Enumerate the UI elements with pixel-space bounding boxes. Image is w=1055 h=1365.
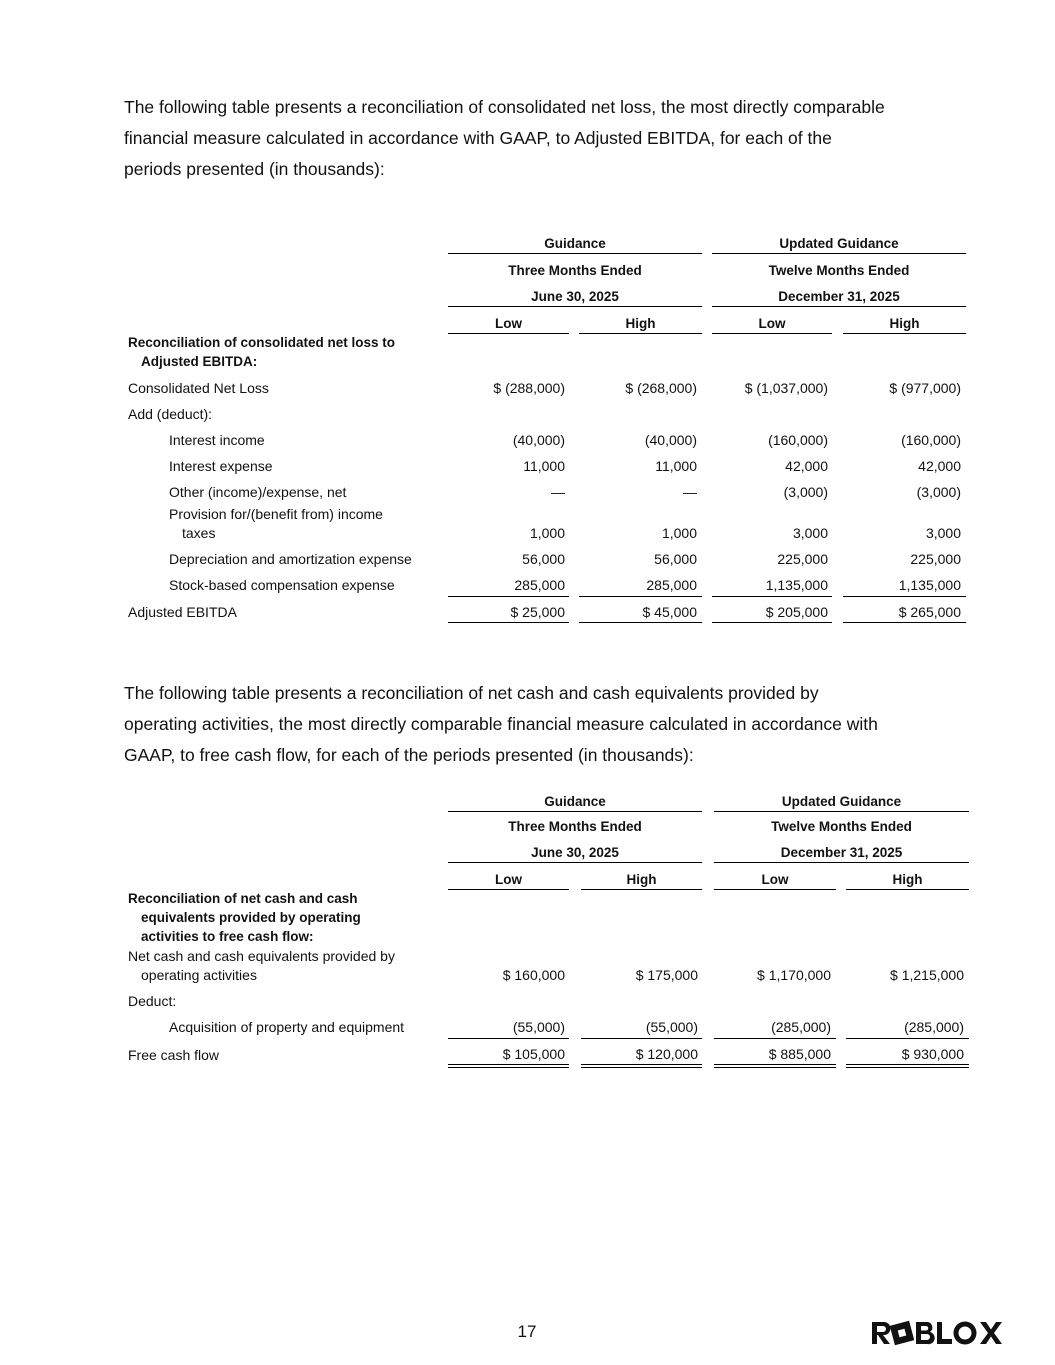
total-double-rule bbox=[448, 1064, 569, 1068]
row-label: operating activities bbox=[141, 967, 257, 983]
row-label: Acquisition of property and equipment bbox=[169, 1019, 405, 1035]
total-rule bbox=[448, 622, 569, 623]
total-rule bbox=[843, 622, 966, 623]
cell-value: (160,000) bbox=[768, 432, 828, 448]
header-rule bbox=[448, 862, 702, 863]
cell-value: 42,000 bbox=[918, 458, 961, 474]
header-rule bbox=[712, 253, 966, 254]
total-double-rule bbox=[846, 1064, 969, 1068]
header-rule bbox=[448, 811, 702, 812]
col-rule bbox=[448, 889, 569, 890]
col-rule bbox=[846, 889, 969, 890]
col-high: High bbox=[892, 872, 923, 887]
row-label: Stock-based compensation expense bbox=[169, 577, 395, 593]
total-rule bbox=[712, 622, 832, 623]
page-number-text: 17 bbox=[517, 1322, 537, 1341]
col-high: High bbox=[625, 316, 656, 331]
header-rule bbox=[448, 253, 702, 254]
cell-value: 56,000 bbox=[522, 551, 565, 567]
section-title: Adjusted EBITDA: bbox=[141, 354, 258, 369]
cell-value: 1,135,000 bbox=[765, 577, 828, 593]
subtotal-rule bbox=[448, 596, 569, 597]
cell-value: $ 105,000 bbox=[502, 1046, 565, 1062]
total-double-rule bbox=[714, 1064, 836, 1068]
row-label: Add (deduct): bbox=[128, 406, 213, 422]
total-double-rule bbox=[581, 1064, 702, 1068]
total-rule bbox=[579, 622, 702, 623]
section-title: Reconciliation of consolidated net loss to bbox=[128, 335, 396, 350]
col-high: High bbox=[626, 872, 657, 887]
cell-value: 1,135,000 bbox=[898, 577, 961, 593]
header-rule bbox=[448, 306, 702, 307]
cell-value: $ 25,000 bbox=[510, 604, 565, 620]
period-header: Three Months Ended bbox=[508, 819, 642, 834]
cell-value: — bbox=[683, 484, 697, 500]
section-title: equivalents provided by operating bbox=[141, 910, 361, 925]
row-label: Interest expense bbox=[169, 458, 273, 474]
col-low: Low bbox=[761, 872, 789, 887]
intro-line: operating activities, the most directly comparable financial measure calculated in accordance with bbox=[124, 714, 878, 734]
cell-value: $ 120,000 bbox=[635, 1046, 698, 1062]
intro-line: The following table presents a reconciliation of consolidated net loss, the most directly comparable bbox=[124, 97, 885, 117]
cell-value: $ (977,000) bbox=[889, 380, 961, 396]
col-rule bbox=[712, 333, 832, 334]
section-title: Reconciliation of net cash and cash bbox=[128, 891, 358, 906]
row-label: Consolidated Net Loss bbox=[128, 380, 269, 396]
cell-value: (55,000) bbox=[645, 1019, 698, 1035]
cell-value: $ (1,037,000) bbox=[744, 380, 828, 396]
cell-value: 42,000 bbox=[785, 458, 828, 474]
subtotal-rule bbox=[712, 596, 832, 597]
roblox-logo-icon bbox=[870, 1320, 1008, 1346]
cell-value: 225,000 bbox=[910, 551, 961, 567]
header-rule bbox=[712, 306, 966, 307]
cell-value: (160,000) bbox=[901, 432, 961, 448]
col-low: Low bbox=[495, 316, 522, 331]
cell-value: (3,000) bbox=[916, 484, 961, 500]
row-label: Deduct: bbox=[128, 993, 177, 1009]
cell-value: 285,000 bbox=[514, 577, 565, 593]
cell-value: 285,000 bbox=[646, 577, 697, 593]
updated-guidance-header: Updated Guidance bbox=[781, 794, 902, 809]
col-rule bbox=[448, 333, 569, 334]
header-rule bbox=[714, 811, 969, 812]
date-header: June 30, 2025 bbox=[531, 289, 619, 304]
subtotal-rule bbox=[843, 596, 966, 597]
subtotal-rule bbox=[846, 1038, 969, 1039]
cell-value: (285,000) bbox=[771, 1019, 831, 1035]
cell-value: $ 930,000 bbox=[901, 1046, 964, 1062]
date-header: December 31, 2025 bbox=[778, 289, 900, 304]
cell-value: (285,000) bbox=[904, 1019, 964, 1035]
cell-value: (3,000) bbox=[783, 484, 828, 500]
subtotal-rule bbox=[581, 1038, 702, 1039]
cell-value: 225,000 bbox=[777, 551, 828, 567]
updated-guidance-header: Updated Guidance bbox=[779, 236, 899, 251]
cell-value: 56,000 bbox=[654, 551, 697, 567]
cell-value: $ (288,000) bbox=[493, 380, 565, 396]
header-rule bbox=[714, 862, 969, 863]
cell-value: 3,000 bbox=[925, 525, 961, 541]
guidance-header: Guidance bbox=[544, 794, 606, 809]
row-label: Adjusted EBITDA bbox=[128, 604, 237, 620]
intro-line: The following table presents a reconciliation of net cash and cash equivalents provided by bbox=[124, 683, 819, 703]
col-low: Low bbox=[495, 872, 522, 887]
cell-value: $ 205,000 bbox=[765, 604, 828, 620]
subtotal-rule bbox=[714, 1038, 836, 1039]
row-label: taxes bbox=[182, 525, 216, 541]
period-header: Twelve Months Ended bbox=[768, 263, 910, 278]
cell-value: $ 45,000 bbox=[642, 604, 697, 620]
cell-value: $ 1,170,000 bbox=[757, 967, 831, 983]
intro-line: financial measure calculated in accordance with GAAP, to Adjusted EBITDA, for each of the bbox=[124, 128, 832, 148]
cell-value: $ 885,000 bbox=[768, 1046, 831, 1062]
intro-line: periods presented (in thousands): bbox=[124, 159, 385, 179]
col-rule bbox=[843, 333, 966, 334]
cell-value: $ 1,215,000 bbox=[890, 967, 964, 983]
row-label: Provision for/(benefit from) income bbox=[169, 506, 383, 522]
intro-paragraph-1 bbox=[124, 92, 944, 185]
cell-value: 11,000 bbox=[655, 458, 697, 474]
period-header: Twelve Months Ended bbox=[771, 819, 912, 834]
cell-value: (55,000) bbox=[512, 1019, 565, 1035]
col-low: Low bbox=[758, 316, 786, 331]
cell-value: 3,000 bbox=[792, 525, 828, 541]
intro-line: GAAP, to free cash flow, for each of the periods presented (in thousands): bbox=[124, 745, 694, 765]
roblox-logo bbox=[870, 1318, 1008, 1348]
cell-value: $ 175,000 bbox=[635, 967, 698, 983]
cell-value: $ 265,000 bbox=[898, 604, 961, 620]
cell-value: $ (268,000) bbox=[625, 380, 697, 396]
section-title: activities to free cash flow: bbox=[141, 929, 314, 944]
cell-value: 1,000 bbox=[529, 525, 565, 541]
row-label: Free cash flow bbox=[128, 1047, 220, 1063]
col-high: High bbox=[889, 316, 920, 331]
cell-value: — bbox=[551, 484, 565, 500]
row-label: Net cash and cash equivalents provided by bbox=[128, 948, 395, 964]
col-rule bbox=[579, 333, 702, 334]
col-rule bbox=[714, 889, 836, 890]
cell-value: $ 160,000 bbox=[502, 967, 565, 983]
cell-value: 11,000 bbox=[523, 458, 565, 474]
subtotal-rule bbox=[448, 1038, 569, 1039]
guidance-header: Guidance bbox=[544, 236, 606, 251]
row-label: Interest income bbox=[169, 432, 265, 448]
date-header: December 31, 2025 bbox=[780, 845, 903, 860]
date-header: June 30, 2025 bbox=[531, 845, 619, 860]
subtotal-rule bbox=[579, 596, 702, 597]
cell-value: (40,000) bbox=[512, 432, 565, 448]
cell-value: 1,000 bbox=[661, 525, 697, 541]
row-label: Depreciation and amortization expense bbox=[169, 551, 412, 567]
row-label: Other (income)/expense, net bbox=[169, 484, 347, 500]
col-rule bbox=[581, 889, 702, 890]
cell-value: (40,000) bbox=[644, 432, 697, 448]
intro-paragraph-2 bbox=[124, 678, 944, 771]
period-header: Three Months Ended bbox=[508, 263, 642, 278]
